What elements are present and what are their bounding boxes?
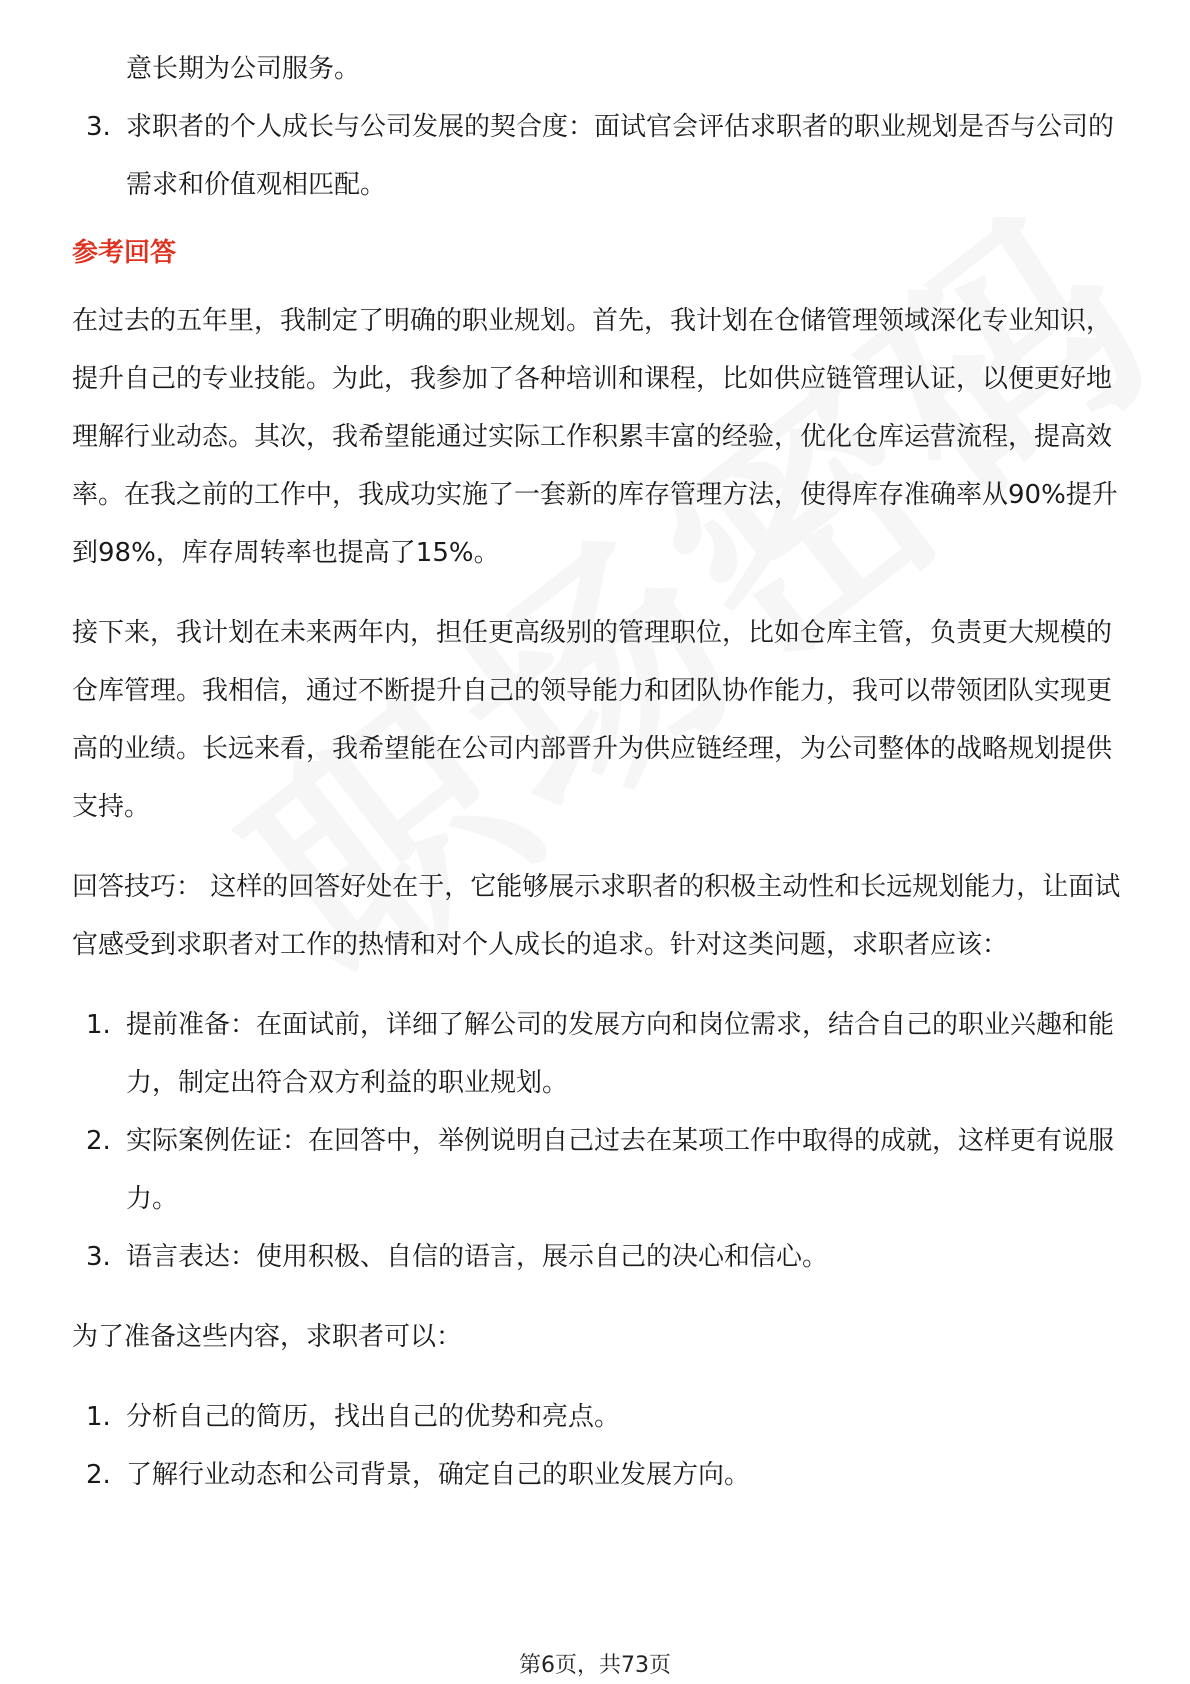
list-item	[72, 1228, 1122, 1286]
list-number: 2.	[86, 1460, 111, 1490]
list-number: 3.	[86, 1242, 111, 1272]
list-number: 1.	[86, 1010, 111, 1040]
list-item-text: 提前准备：在面试前，详细了解公司的发展方向和岗位需求，结合自己的职业兴趣和能力，制定出符合双方利益的职业规划。	[126, 1010, 1115, 1098]
list-number: 1.	[86, 1402, 111, 1432]
page-content	[72, 40, 1122, 1504]
list-item-text: 求职者的个人成长与公司发展的契合度：面试官会评估求职者的职业规划是否与公司的需求和价值观相匹配。	[126, 112, 1115, 200]
list-item	[72, 1388, 1122, 1446]
list-item	[72, 98, 1122, 214]
list-item	[72, 1446, 1122, 1504]
list-item-text: 分析自己的简历，找出自己的优势和亮点。	[126, 1402, 621, 1432]
list-item	[72, 996, 1122, 1112]
list-item-text: 语言表达：使用积极、自信的语言，展示自己的决心和信心。	[126, 1242, 829, 1272]
list-number: 2.	[86, 1126, 111, 1156]
answer-paragraph-1: 在过去的五年里，我制定了明确的职业规划。首先，我计划在仓储管理领域深化专业知识，提升自己的专业技能。为此，我参加了各种培训和课程，比如供应链管理认证，以便更好地理解行业动态。其次，我希望能通过实际工作积累丰富的经验，优化仓库运营流程，提高效率。在我之前的工作中，我成功实施了一套新的库存管理方法，使得库存准确率从90%提升到98%，库存周转率也提高了15%。	[72, 306, 1118, 568]
answer-paragraph-2: 接下来，我计划在未来两年内，担任更高级别的管理职位，比如仓库主管，负责更大规模的仓库管理。我相信，通过不断提升自己的领导能力和团队协作能力，我可以带领团队实现更高的业绩。长远来看，我希望能在公司内部晋升为供应链经理，为公司整体的战略规划提供支持。	[72, 618, 1113, 822]
list-item	[72, 1112, 1122, 1228]
tips-list	[72, 996, 1122, 1286]
criteria-list	[72, 98, 1122, 214]
section-heading: 参考回答	[72, 238, 177, 268]
prep-paragraph: 为了准备这些内容，求职者可以：	[72, 1322, 463, 1352]
page-footer: 第6页，共73页	[519, 1653, 671, 1678]
list-item-text: 了解行业动态和公司背景，确定自己的职业发展方向。	[126, 1460, 751, 1490]
prep-list	[72, 1388, 1122, 1504]
continuation-text: 意长期为公司服务。	[126, 54, 361, 84]
tips-paragraph: 回答技巧： 这样的回答好处在于，它能够展示求职者的积极主动性和长远规划能力，让面试官感受到求职者对工作的热情和对个人成长的追求。针对这类问题，求职者应该：	[72, 872, 1121, 960]
list-item-text: 实际案例佐证：在回答中，举例说明自己过去在某项工作中取得的成就，这样更有说服力。	[126, 1126, 1115, 1214]
list-number: 3.	[86, 112, 111, 142]
